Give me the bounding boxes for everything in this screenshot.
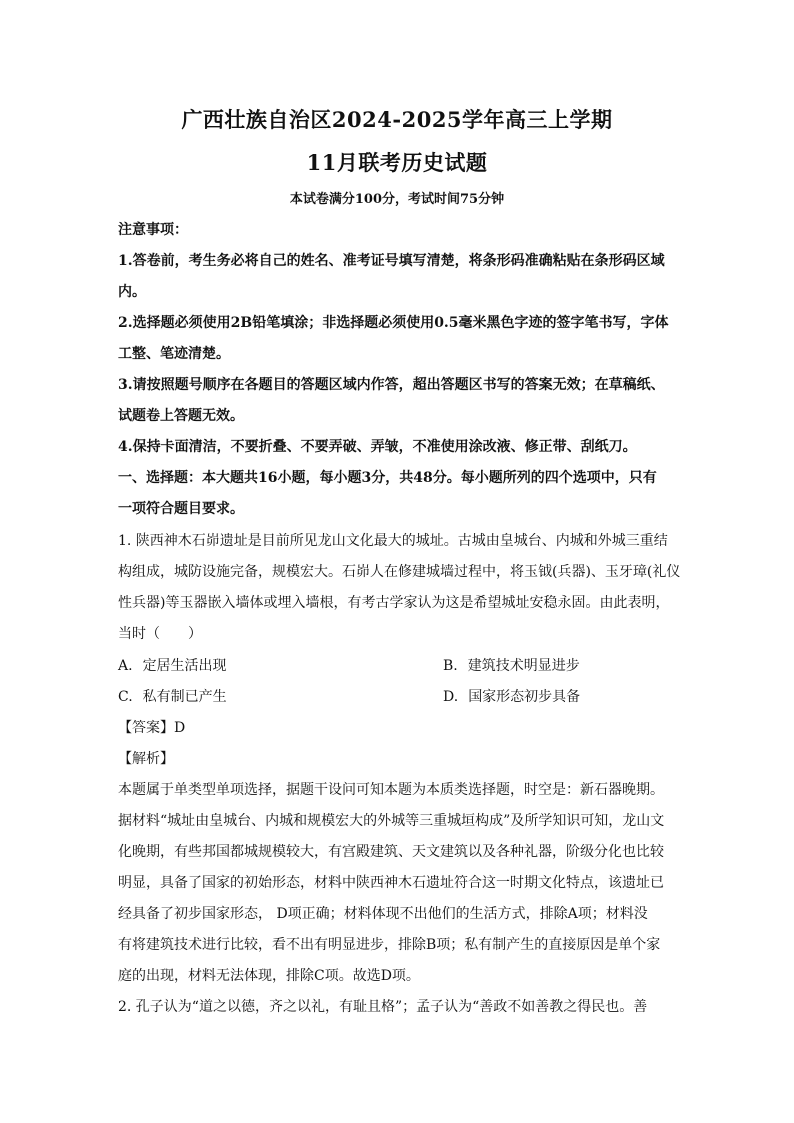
answer: 【答案】D xyxy=(118,720,186,736)
notice-line: 内。 xyxy=(118,284,146,300)
analysis-line: 化晚期，有些邦国都城规模较大，有宫殿建筑、天文建筑以及各种礼器，阶级分化也比较 xyxy=(118,844,664,860)
question-stem: 2. 孔子认为“道之以德，齐之以礼，有耻且格”；孟子认为“善政不如善教之得民也。善 xyxy=(118,999,648,1015)
analysis-line: 经具备了初步国家形态， D项正确；材料体现不出他们的生活方式，排除A项；材料没 xyxy=(118,906,648,922)
option-text: 私有制已产生 xyxy=(142,689,227,705)
question-stem: 当时（ ） xyxy=(118,626,202,642)
notice-heading: 注意事项： xyxy=(118,222,188,238)
analysis-line: 本题属于单类型单项选择，据题干设问可知本题为本质类选择题，时空是：新石器晚期。 xyxy=(118,782,664,798)
option-letter: B. xyxy=(443,658,458,674)
exam-info: 本试卷满分100分，考试时间75分钟 xyxy=(289,192,505,207)
option-a xyxy=(118,655,227,675)
section-heading-cont: 一项符合题目要求。 xyxy=(118,501,244,517)
analysis-line: 明显，具备了国家的初始形态，材料中陕西神木石遗址符合这一时期文化特点，该遗址已 xyxy=(118,875,664,891)
question-stem: 构组成，城防设施完备，规模宏大。石峁人在修建城墙过程中，将玉钺(兵器)、玉牙璋(礼仪 xyxy=(118,564,681,580)
notice-line: 3.请按照题号顺序在各题目的答题区域内作答，超出答题区书写的答案无效；在草稿纸、 xyxy=(118,377,665,393)
option-letter: D. xyxy=(443,689,459,705)
option-d xyxy=(443,686,580,706)
notice-line: 2.选择题必须使用2B铅笔填涂；非选择题必须使用0.5毫米黑色字迹的签字笔书写，字体 xyxy=(118,315,669,331)
option-letter: C. xyxy=(118,689,133,705)
section-heading: 一、选择题：本大题共16小题，每小题3分，共48分。每小题所列的四个选项中，只有 xyxy=(118,470,657,486)
notice-line: 4.保持卡面清洁，不要折叠、不要弄破、弄皱，不准使用涂改液、修正带、刮纸刀。 xyxy=(118,439,637,455)
page-title-line2: 11月联考历史试题 xyxy=(306,150,488,175)
notice-line: 试题卷上答题无效。 xyxy=(118,408,244,424)
option-c xyxy=(118,686,227,706)
notice-line: 工整、笔迹清楚。 xyxy=(118,346,230,362)
notice-line: 1.答卷前，考生务必将自己的姓名、准考证号填写清楚，将条形码准确粘贴在条形码区域 xyxy=(118,253,665,269)
analysis-line: 有将建筑技术进行比较，看不出有明显进步，排除B项；私有制产生的直接原因是单个家 xyxy=(118,937,661,953)
option-text: 国家形态初步具备 xyxy=(468,689,581,705)
option-letter: A. xyxy=(118,658,133,674)
option-text: 定居生活出现 xyxy=(142,658,227,674)
option-text: 建筑技术明显进步 xyxy=(467,658,580,674)
question-stem: 1. 陕西神木石峁遗址是目前所见龙山文化最大的城址。古城由皇城台、内城和外城三重结 xyxy=(118,533,668,549)
question-stem: 性兵器)等玉器嵌入墙体或埋入墙根，有考古学家认为这是希望城址安稳永固。由此表明， xyxy=(118,595,670,611)
analysis-line: 庭的出现，材料无法体现，排除C项。故选D项。 xyxy=(118,968,420,984)
page-title: 广西壮族自治区2024-2025学年高三上学期 xyxy=(181,107,613,132)
analysis-line: 据材料“城址由皇城台、内城和规模宏大的外城等三重城垣构成”及所学知识可知，龙山文 xyxy=(118,813,665,829)
option-b xyxy=(443,655,580,675)
analysis-heading: 【解析】 xyxy=(118,751,174,767)
